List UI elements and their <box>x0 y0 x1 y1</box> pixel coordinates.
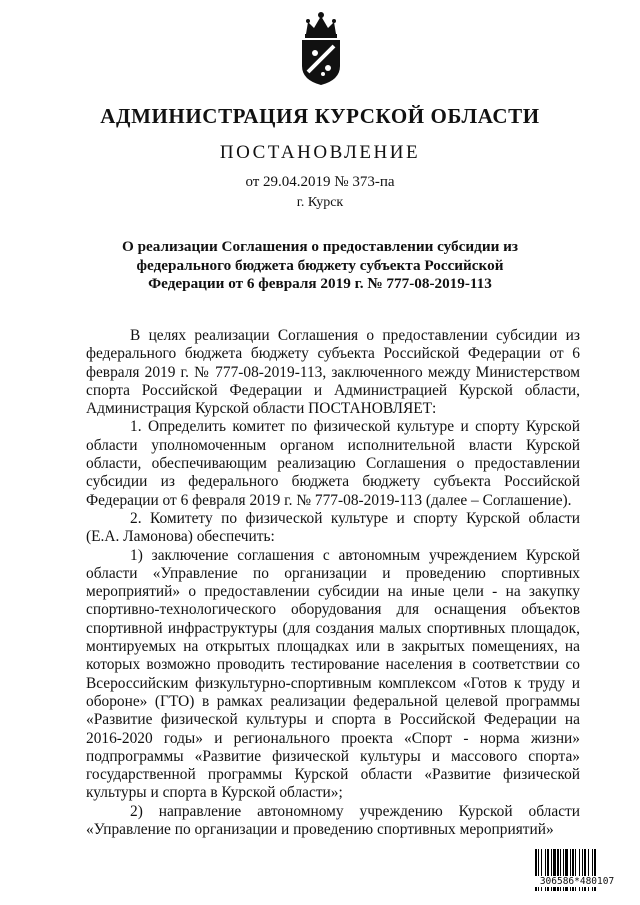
document-type: ПОСТАНОВЛЕНИЕ <box>219 142 421 163</box>
paragraph-item-1: 1. Определить комитет по физической культуре и спорту Курской области уполномоченным органом исполнительной власти Курской области, обеспечивающим реализацию Соглашения о предоставлении субсидии из федерального бюджета бюджету субъекта Российской Федерации от 6 февраля 2019 г. № 777-08-2019-113 (далее – Соглашение). <box>86 418 580 509</box>
organization-heading: АДМИНИСТРАЦИЯ КУРСКОЙ ОБЛАСТИ <box>100 104 540 128</box>
barcode-number: 306586*480107 <box>530 876 624 887</box>
document-title: О реализации Соглашения о предоставлении субсидии из федерального бюджета бюджету субъекта Российской Федерации от 6 февраля 2019 г. № 777-08-2019-113 <box>122 238 518 292</box>
paragraph-item-2: 2. Комитету по физической культуре и спорту Курской области (Е.А. Ламонова) обеспечить: <box>86 509 580 546</box>
paragraph-subitem-2: 2) направление автономному учреждению Курской области «Управление по организации и проведению спортивных мероприятий» <box>86 802 580 839</box>
city: г. Курск <box>296 195 344 210</box>
paragraph-subitem-1: 1) заключение соглашения с автономным учреждением Курской области «Управление по организации и проведению спортивных мероприятий» о предоставлении субсидии на иные цели - на закупку спортивно-технологического оборудования для оснащения объектов спортивной инфраструктуры (для создания малых спортивных площадок, монтируемых на открытых площадках или в закрытых помещениях, на которых возможно проводить тестирование населения в соответствии со Всероссийским физкультурно-спортивным комплексом «Готов к труду и обороне» (ГТО) в рамках реализации федеральной целевой программы «Развитие физической культуры и спорта в Российской Федерации на 2016-2020 годы» и регионального проекта «Спорт - норма жизни» подпрограммы «Развитие физической культуры и массового спорта» государственной программы Курской области «Развитие физической культуры и спорта в Курской области»; <box>86 546 580 802</box>
date-and-number: от 29.04.2019 № 373-па <box>245 174 395 190</box>
document-body <box>86 327 580 839</box>
paragraph-preamble: В целях реализации Соглашения о предоставлении субсидии из федерального бюджета бюджету субъекта Российской Федерации от 6 февраля 2019 г. № 777-08-2019-113, заключенного между Министерством спорта Российской Федерации и Администрацией Курской области, Администрация Курской области ПОСТАНОВЛЯЕТ: <box>86 327 580 418</box>
coat-of-arms-emblem <box>296 10 346 86</box>
